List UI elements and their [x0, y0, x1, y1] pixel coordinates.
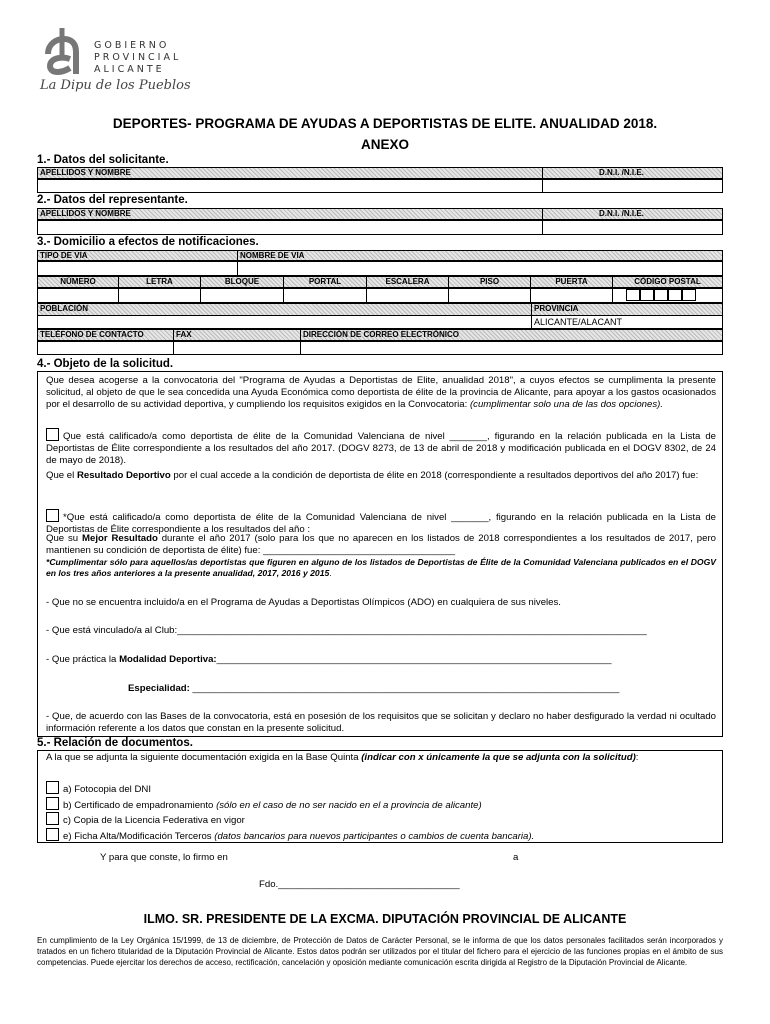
signature-line[interactable]: Fdo.__________________________________ [259, 879, 460, 890]
floor-label: PISO [448, 277, 530, 287]
representative-dni-field[interactable] [542, 221, 722, 234]
town-label: POBLACIÓN [38, 304, 531, 315]
town-field[interactable] [38, 315, 531, 328]
letter-label: LETRA [118, 277, 200, 287]
stair-field[interactable] [366, 289, 448, 302]
postal-digit-box[interactable] [626, 289, 640, 301]
name-column-label: APELLIDOS Y NOMBRE [40, 168, 131, 177]
club-statement[interactable]: - Que está vinculado/a al Club:________________________________________________________________________________________ [46, 625, 647, 636]
option-1-text: Que está calificado/a como deportista de élite de la Comunidad Valenciana de nivel _______, figurando en la relación publicada en la Lista de Deportistas de Élite correspondiente a los resultados del año 2017. (DOGV 8273, de 13 de abril de 2018 y modificación publicada en el DOGV 8302, de 24 de mayo de 2018). [46, 428, 716, 467]
postal-digit-box[interactable] [640, 289, 654, 301]
address-detail-input-row [37, 288, 723, 303]
document-checkbox[interactable] [46, 781, 59, 794]
street-name-label: NOMBRE DE VIA [237, 251, 722, 260]
option-2-result: Que su Mejor Resultado durante el año 2017 (solo para los que no aparecen en los listados de 2018 correspondientes a los resultados de 2017, pero mantienen su condición de deportista de élite) fue: ____________________________________ [46, 533, 716, 556]
phone-label: TELÉFONO DE CONTACTO [40, 330, 144, 339]
town-province-row [37, 303, 723, 329]
applicant-header-row [37, 167, 723, 179]
option-1-checkbox[interactable] [46, 428, 59, 441]
sport-modality-statement[interactable]: - Que práctica la Modalidad Deportiva:__________________________________________________________________________ [46, 654, 612, 665]
email-label: DIRECCIÓN DE CORREO ELECTRÓNICO [300, 330, 722, 340]
fax-label: FAX [173, 330, 300, 340]
signature-place-text: Y para que conste, lo firmo en [100, 852, 228, 863]
bases-declaration: - Que, de acuerdo con las Bases de la convocatoria, está en posesión de los requisitos que se solicitan y declaro no haber desfigurado la verdad ni ocultado información referente a los datos que constan en la presente solicitud. [46, 711, 716, 734]
document-checkbox[interactable] [46, 828, 59, 841]
number-label: NÚMERO [60, 277, 96, 286]
door-field[interactable] [530, 289, 612, 302]
logo-tagline: La Dipu de los Pueblos [40, 78, 191, 93]
letter-field[interactable] [118, 289, 200, 302]
floor-field[interactable] [448, 289, 530, 302]
option-1-result: Que el Resultado Deportivo por el cual accede a la condición de deportista de élite en 2018 (correspondiente a resultados deportivos del año 2017) fue: [46, 470, 699, 481]
representative-header-row [37, 208, 723, 220]
section-2-title: 2.- Datos del representante. [37, 194, 188, 206]
number-field[interactable] [38, 289, 118, 302]
representative-name-field[interactable] [38, 221, 542, 234]
representative-input-row [37, 220, 723, 235]
door-label: PUERTA [530, 277, 612, 287]
province-label: PROVINCIA [531, 304, 722, 315]
portal-label: PORTAL [283, 277, 366, 287]
document-item: c) Copia de la Licencia Federativa en vigor [46, 812, 245, 827]
fax-field[interactable] [173, 342, 300, 354]
document-item: b) Certificado de empadronamiento (sólo en el caso de no ser nacido en el a provincia de alicante) [46, 797, 482, 812]
logo-wordmark: GOBIERNO PROVINCIAL ALICANTE [94, 40, 182, 75]
name-column-label: APELLIDOS Y NOMBRE [40, 209, 131, 218]
block-field[interactable] [200, 289, 283, 302]
specialty-statement[interactable]: Especialidad: ________________________________________________________________________________ [128, 683, 620, 694]
postal-code-label: CÓDIGO POSTAL [612, 277, 722, 287]
option-2-note: *Cumplimentar sólo para aquellos/as deportistas que figuren en alguno de los listados de Deportistas de Élite de la Comunidad Valenciana publicados en el DOGV en los tres años anteriores a la presente anualidad, 2017, 2016 y 2015. [46, 557, 716, 578]
document-subtitle: ANEXO [360, 137, 409, 152]
documents-intro: A la que se adjunta la siguiente documentación exigida en la Base Quinta (indicar con x únicamente la que se adjunta con la solicitud): [46, 752, 639, 763]
ado-statement: - Que no se encuentra incluido/a en el Programa de Ayudas a Deportistas Olímpicos (ADO) en cualquiera de sus niveles. [46, 597, 561, 608]
document-checkbox[interactable] [46, 812, 59, 825]
section-5-title: 5.- Relación de documentos. [37, 737, 193, 749]
street-name-field[interactable] [237, 262, 722, 275]
postal-digit-box[interactable] [668, 289, 682, 301]
option-2-text: *Que está calificado/a como deportista de élite de la Comunidad Valenciana de nivel _______, figurando en la relación publicada en la Lista de Deportistas de Élite correspondiente a los resultados del año : [46, 509, 716, 536]
data-protection-notice: En cumplimiento de la Ley Orgánica 15/1999, de 13 de diciembre, de Protección de Datos de Carácter Personal, se le informa de que los datos personales facilitados serán incorporados y tratados en un fichero titularidad de la Diputación Provincial de Alicante. Estos datos podrán ser utilizados por el titular del fichero para el ejercicio de las funciones propias en el ámbito de sus competencias. Puede ejercitar los derechos de acceso, rectificación, cancelación y oposición mediante comunicación escrita dirigida al Registro de la Diputación Provincial de Alicante. [37, 936, 723, 967]
street-input-row [37, 261, 723, 276]
street-type-label: TIPO DE VIA [40, 251, 88, 260]
province-field[interactable]: ALICANTE/ALACANT [531, 315, 722, 328]
postal-digit-box[interactable] [682, 289, 696, 301]
contact-input-row [37, 341, 723, 355]
contact-header-row [37, 329, 723, 341]
block-label: BLOQUE [200, 277, 283, 287]
provincial-logo-icon [40, 26, 88, 76]
document-item: a) Fotocopia del DNI [46, 781, 151, 796]
request-intro: Que desea acogerse a la convocatoria del "Programa de Ayudas a Deportistas de Elite, anualidad 2018", a cuyos efectos se cumplimenta la presente solicitud, al objeto de que le sea concedida una Ayuda Económica como deportista de élite de la provincia de Alicante, para apoyar a los gastos ocasionados por el desarrollo de su actividad deportiva, y cumpliendo los requisitos exigidos en la Convocatoria: (cumplimentar solo una de las dos opciones). [46, 375, 716, 410]
postal-digit-box[interactable] [654, 289, 668, 301]
applicant-input-row [37, 179, 723, 193]
applicant-name-field[interactable] [38, 180, 542, 192]
street-header-row [37, 250, 723, 261]
addressee-heading: ILMO. SR. PRESIDENTE DE LA EXCMA. DIPUTACIÓN PROVINCIAL DE ALICANTE [143, 912, 627, 926]
option-2-checkbox[interactable] [46, 509, 59, 522]
document-checkbox[interactable] [46, 797, 59, 810]
section-1-title: 1.- Datos del solicitante. [37, 154, 169, 166]
applicant-dni-field[interactable] [542, 180, 722, 192]
phone-field[interactable] [38, 342, 173, 354]
document-item: e) Ficha Alta/Modificación Terceros (datos bancarios para nuevos participantes o cambios de cuenta bancaria). [46, 828, 534, 843]
dni-column-label: D.N.I. /N.I.E. [542, 168, 722, 178]
section-3-title: 3.- Domicilio a efectos de notificaciones. [37, 236, 259, 248]
stair-label: ESCALERA [366, 277, 448, 287]
street-type-field[interactable] [38, 262, 237, 275]
signature-date-text: a [513, 852, 519, 863]
document-title: DEPORTES- PROGRAMA DE AYUDAS A DEPORTISTAS DE ELITE. ANUALIDAD 2018. [112, 116, 658, 131]
section-4-title: 4.- Objeto de la solicitud. [37, 358, 174, 370]
email-field[interactable] [300, 342, 722, 354]
address-detail-header-row [37, 276, 723, 288]
portal-field[interactable] [283, 289, 366, 302]
dni-column-label: D.N.I. /N.I.E. [542, 209, 722, 219]
